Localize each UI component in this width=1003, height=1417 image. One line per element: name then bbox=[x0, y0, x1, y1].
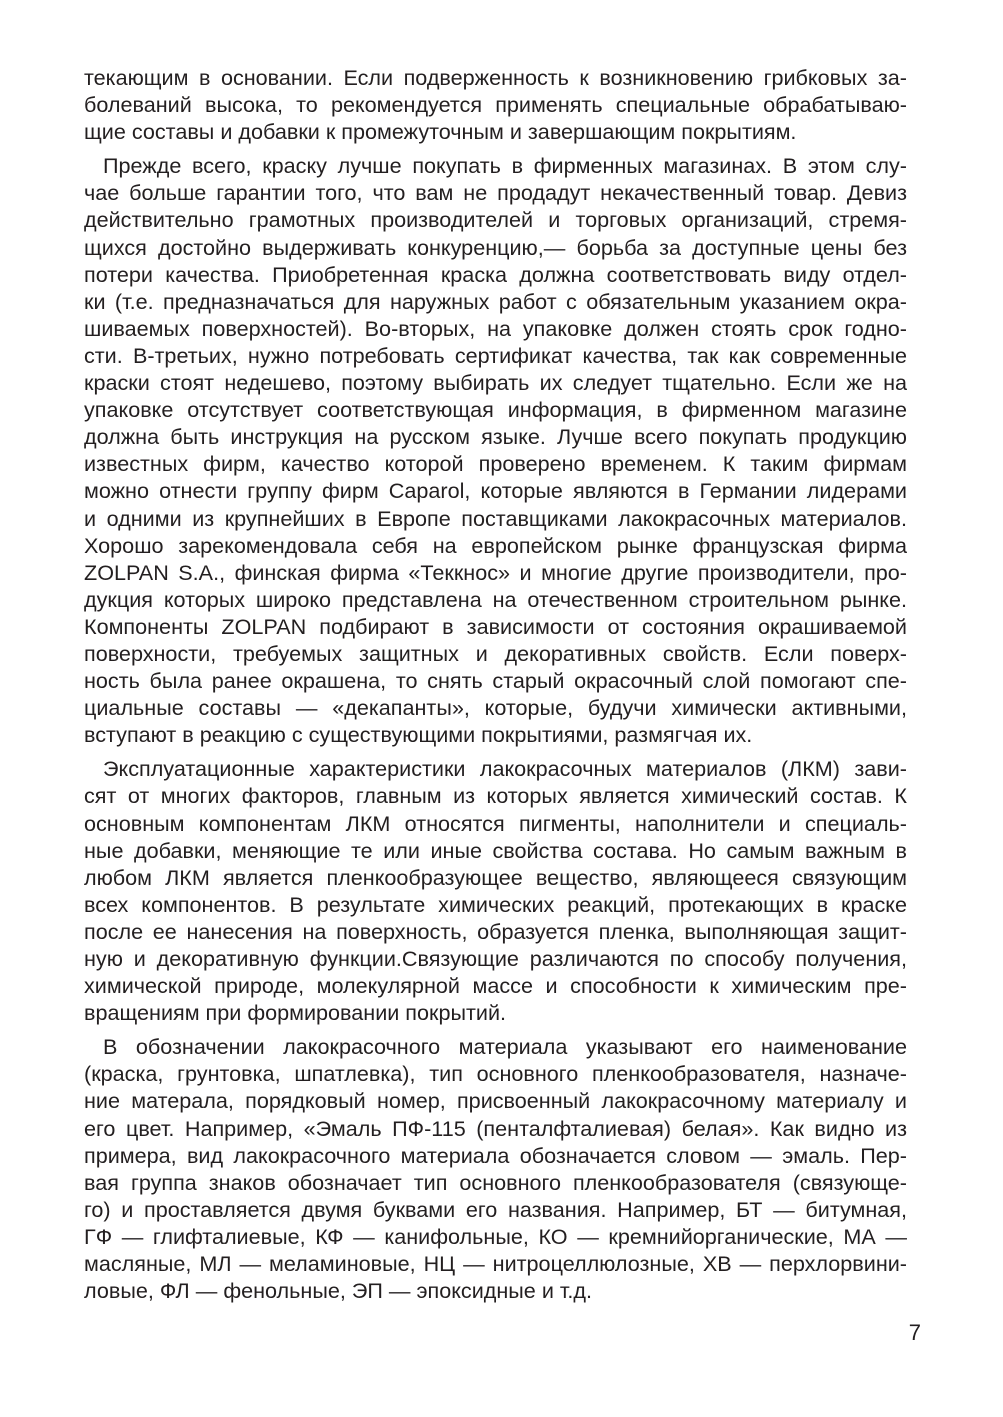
text-line: Хорошо зарекомендовала себя на европейском рынке французская фирма bbox=[84, 532, 907, 558]
text-line: примера, вид лакокрасочного материала обозначается словом — эмаль. Пер- bbox=[84, 1142, 907, 1168]
paragraph-4 bbox=[84, 1033, 907, 1304]
text-line: упаковке отсутствует соответствующая информация, в фирменном магазине bbox=[84, 397, 907, 423]
text-line: потери качества. Приобретенная краска должна соответствовать виду отдел- bbox=[84, 261, 907, 287]
paragraph-3 bbox=[84, 755, 907, 1026]
page-body bbox=[84, 64, 907, 1304]
text-line: го) и проставляется двумя буквами его названия. Например, БТ — битумная, bbox=[84, 1196, 907, 1222]
text-line: шиваемых поверхностей). Во-вторых, на упаковке должен стоять срок годно- bbox=[84, 315, 907, 341]
text-line: вступают в реакцию с существующими покрытиями, размягчая их. bbox=[84, 722, 753, 748]
text-line: (краска, грунтовка, шпатлевка), тип основного пленкообразователя, назначе- bbox=[84, 1061, 907, 1087]
text-line: после ее нанесения на поверхность, образуется пленка, выполняющая защит- bbox=[84, 918, 907, 944]
text-line: Прежде всего, краску лучше покупать в фирменных магазинах. В этом слу- bbox=[103, 153, 907, 179]
text-line: сят от многих факторов, главным из которых является химический состав. К bbox=[84, 783, 907, 809]
text-line: щие составы и добавки к промежуточным и завершающим покрытиям. bbox=[84, 119, 797, 145]
text-line: и одними из крупнейших в Европе поставщиками лакокрасочных материалов. bbox=[84, 505, 907, 531]
text-line: его цвет. Например, «Эмаль ПФ-115 (пенталфталиевая) белая». Как видно из bbox=[84, 1115, 907, 1141]
text-line: текающим в основании. Если подверженность к возникновению грибковых за- bbox=[84, 65, 907, 90]
text-line: циальные составы — «декапанты», которые, будучи химически активными, bbox=[84, 695, 907, 721]
text-line: ки (т.е. предназначаться для наружных работ с обязательным указанием окра- bbox=[84, 288, 907, 314]
text-line: ZOLPAN S.A., финская фирма «Теккнос» и многие другие производители, про- bbox=[84, 559, 907, 585]
text-line: Компоненты ZOLPAN подбирают в зависимости от состояния окрашиваемой bbox=[84, 613, 907, 639]
text-line: ную и декоративную функции.Связующие различаются по способу получения, bbox=[84, 946, 907, 971]
text-line: сти. В-третьих, нужно потребовать сертификат качества, так как современные bbox=[84, 342, 907, 368]
text-line: ГФ — глифталиевые, КФ — канифольные, КО — кремнийорганические, МА — bbox=[84, 1223, 907, 1249]
text-line: вращениям при формировании покрытий. bbox=[84, 1000, 507, 1026]
text-line: вая группа знаков обозначает тип основного пленкообразователя (связующе- bbox=[84, 1169, 907, 1195]
text-line: краски стоят недешево, поэтому выбирать их следует тщательно. Если же на bbox=[84, 370, 907, 396]
text-line: ные добавки, меняющие те или иные свойства состава. Но самым важным в bbox=[84, 837, 907, 863]
text-line: В обозначении лакокрасочного материала указывают его наименование bbox=[103, 1034, 907, 1060]
text-line: всех компонентов. В результате химических реакций, протекающих в краске bbox=[84, 891, 907, 917]
text-line: известных фирм, качество которой проверено временем. К таким фирмам bbox=[84, 451, 907, 477]
page-number: 7 bbox=[908, 1320, 921, 1345]
text-line: поверхности, требуемых защитных и декоративных свойств. Если поверх- bbox=[84, 640, 907, 666]
text-line: ловые, ФЛ — фенольные, ЭП — эпоксидные и т.д. bbox=[84, 1278, 592, 1304]
text-line: химической природе, молекулярной массе и способности к химическим пре- bbox=[84, 973, 907, 999]
paragraph-1 bbox=[84, 64, 907, 145]
text-line: действительно грамотных производителей и торговых организаций, стремя- bbox=[84, 207, 907, 233]
text-line: ние матерала, порядковый номер, присвоенный лакокрасочному материалу и bbox=[84, 1088, 907, 1114]
text-line: ность была ранее окрашена, то снять старый окрасочный слой помогают спе- bbox=[84, 668, 907, 694]
text-line: масляные, МЛ — меламиновые, НЦ — нитроцеллюлозные, ХВ — перхлорвини- bbox=[84, 1251, 907, 1277]
text-line: чае больше гарантии того, что вам не продадут некачественный товар. Девиз bbox=[84, 180, 907, 206]
text-line: основным компонентам ЛКМ относятся пигменты, наполнители и специаль- bbox=[84, 810, 907, 836]
text-line: должна быть инструкция на русском языке. Лучше всего покупать продукцию bbox=[84, 424, 907, 450]
text-line: Эксплуатационные характеристики лакокрасочных материалов (ЛКМ) зави- bbox=[103, 756, 907, 782]
text-line: болеваний высока, то рекомендуется применять специальные обрабатываю- bbox=[84, 92, 907, 118]
text-line: любом ЛКМ является пленкообразующее вещество, являющееся связующим bbox=[84, 864, 907, 890]
text-line: щихся достойно выдерживать конкуренцию,— борьба за доступные цены без bbox=[84, 234, 907, 260]
paragraph-2 bbox=[84, 152, 907, 748]
text-line: можно отнести группу фирм Caparol, которые являются в Германии лидерами bbox=[84, 478, 907, 504]
text-line: дукция которых широко представлена на отечественном строительном рынке. bbox=[84, 586, 907, 612]
